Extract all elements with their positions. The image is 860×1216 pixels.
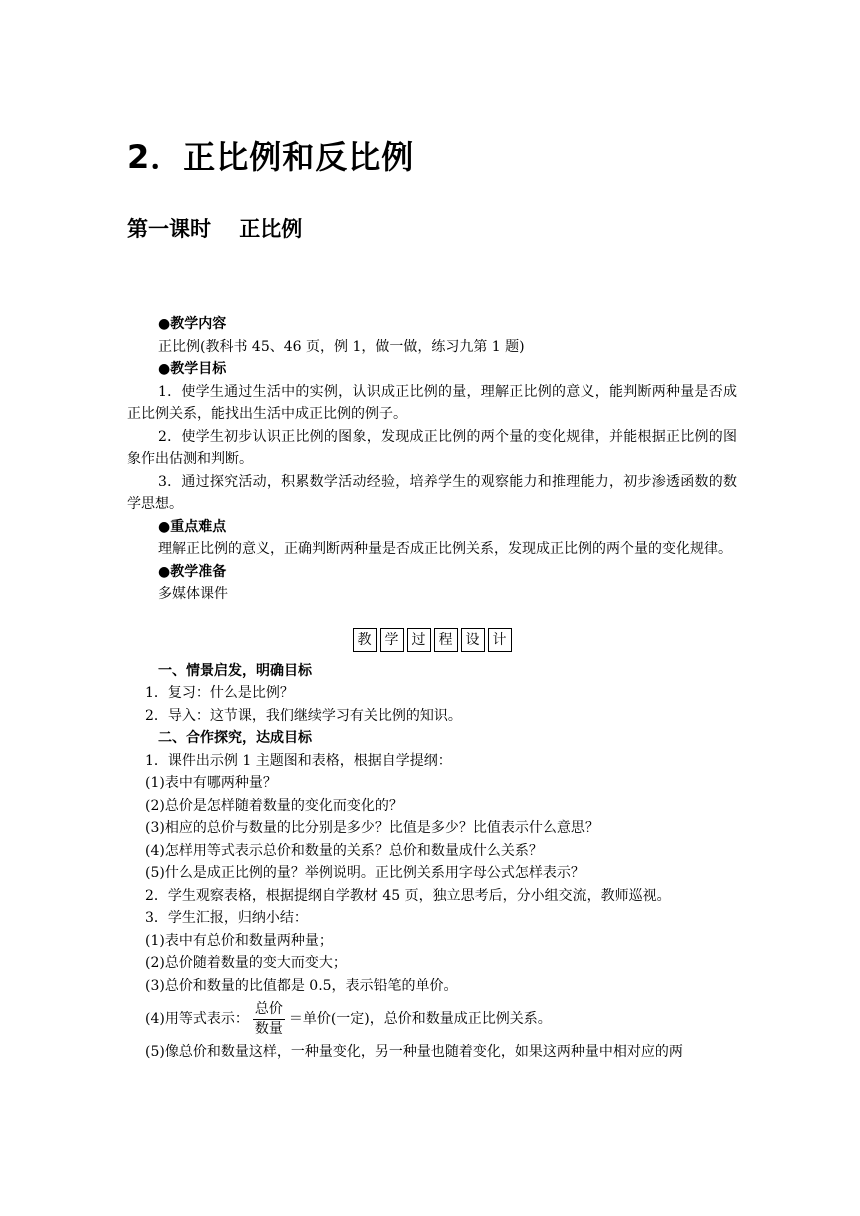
question-item: (4)怎样用等式表示总价和数量的关系？总价和数量成什么关系？ bbox=[145, 842, 543, 859]
question-item: (2)总价是怎样随着数量的变化而变化的？ bbox=[145, 797, 403, 814]
formula-suffix: ＝单价(一定)，总价和数量成正比例关系。 bbox=[288, 1010, 552, 1027]
list-item: 2．导入：这节课，我们继续学习有关比例的知识。 bbox=[145, 707, 462, 724]
fraction-numerator: 总价 bbox=[253, 1000, 285, 1020]
teaching-goals-heading: ●教学目标 bbox=[158, 361, 227, 377]
answer-item: (5)像总价和数量这样，一种量变化，另一种量也随着变化，如果这两种量中相对应的两 bbox=[145, 1044, 683, 1060]
answer-item: (2)总价随着数量的变大而变大； bbox=[145, 955, 347, 971]
banner-char: 教 bbox=[353, 628, 377, 652]
goal-item-1: 1．使学生通过生活中的实例，认识成正比例的量，理解正比例的意义，能判断两种量是否成正比例关系，能找出生活中成正比例的例子。 bbox=[127, 383, 737, 422]
list-item: 3．学生汇报，归纳小结： bbox=[145, 910, 308, 926]
fraction-denominator: 数量 bbox=[254, 1020, 283, 1037]
banner-char: 设 bbox=[461, 628, 485, 652]
banner-char: 学 bbox=[380, 628, 404, 652]
question-item: (3)相应的总价与数量的比分别是多少？比值是多少？比值表示什么意思？ bbox=[145, 820, 599, 836]
banner-char: 程 bbox=[434, 628, 458, 652]
list-item: 1．课件出示例 1 主题图和表格，根据自学提纲： bbox=[145, 752, 452, 769]
preparation-heading: ●教学准备 bbox=[158, 563, 227, 580]
list-item: 2．学生观察表格，根据提纲自学教材 45 页，独立思考后，分小组交流，教师巡视。 bbox=[145, 887, 671, 904]
fraction bbox=[253, 1000, 285, 1039]
page-title: 2．正比例和反比例 bbox=[127, 138, 415, 176]
part-2-heading: 二、合作探究，达成目标 bbox=[158, 730, 312, 746]
teaching-content-text: 正比例(教科书 45、46 页，例 1，做一做，练习九第 1 题) bbox=[158, 338, 525, 355]
answer-item: (3)总价和数量的比值都是 0.5，表示铅笔的单价。 bbox=[145, 977, 458, 994]
teaching-content-heading: ●教学内容 bbox=[158, 316, 227, 332]
key-points-heading: ●重点难点 bbox=[158, 518, 227, 535]
question-item: (5)什么是成正比例的量？举例说明。正比例关系用字母公式怎样表示？ bbox=[145, 865, 585, 881]
banner-char: 过 bbox=[407, 628, 431, 652]
part-1-heading: 一、情景启发，明确目标 bbox=[158, 662, 312, 679]
document-body bbox=[127, 313, 737, 1064]
formula-line bbox=[127, 997, 737, 1041]
preparation-text: 多媒体课件 bbox=[158, 586, 228, 602]
goal-item-2: 2．使学生初步认识正比例的图象，发现成正比例的两个量的变化规律，并能根据正比例的图象作出估测和判断。 bbox=[127, 428, 737, 467]
banner-char: 计 bbox=[488, 628, 512, 652]
answer-item: (1)表中有总价和数量两种量； bbox=[145, 932, 333, 949]
question-item: (1)表中有哪两种量？ bbox=[145, 775, 277, 791]
lesson-subtitle: 第一课时 正比例 bbox=[127, 217, 303, 241]
process-design-banner bbox=[127, 628, 737, 652]
list-item: 1．复习：什么是比例？ bbox=[145, 685, 294, 701]
formula-prefix: (4)用等式表示： bbox=[145, 1010, 249, 1027]
key-points-text: 理解正比例的意义，正确判断两种量是否成正比例关系，发现成正比例的两个量的变化规律。 bbox=[158, 541, 732, 557]
goal-item-3: 3．通过探究活动，积累数学活动经验，培养学生的观察能力和推理能力，初步渗透函数的数学思想。 bbox=[127, 473, 737, 512]
